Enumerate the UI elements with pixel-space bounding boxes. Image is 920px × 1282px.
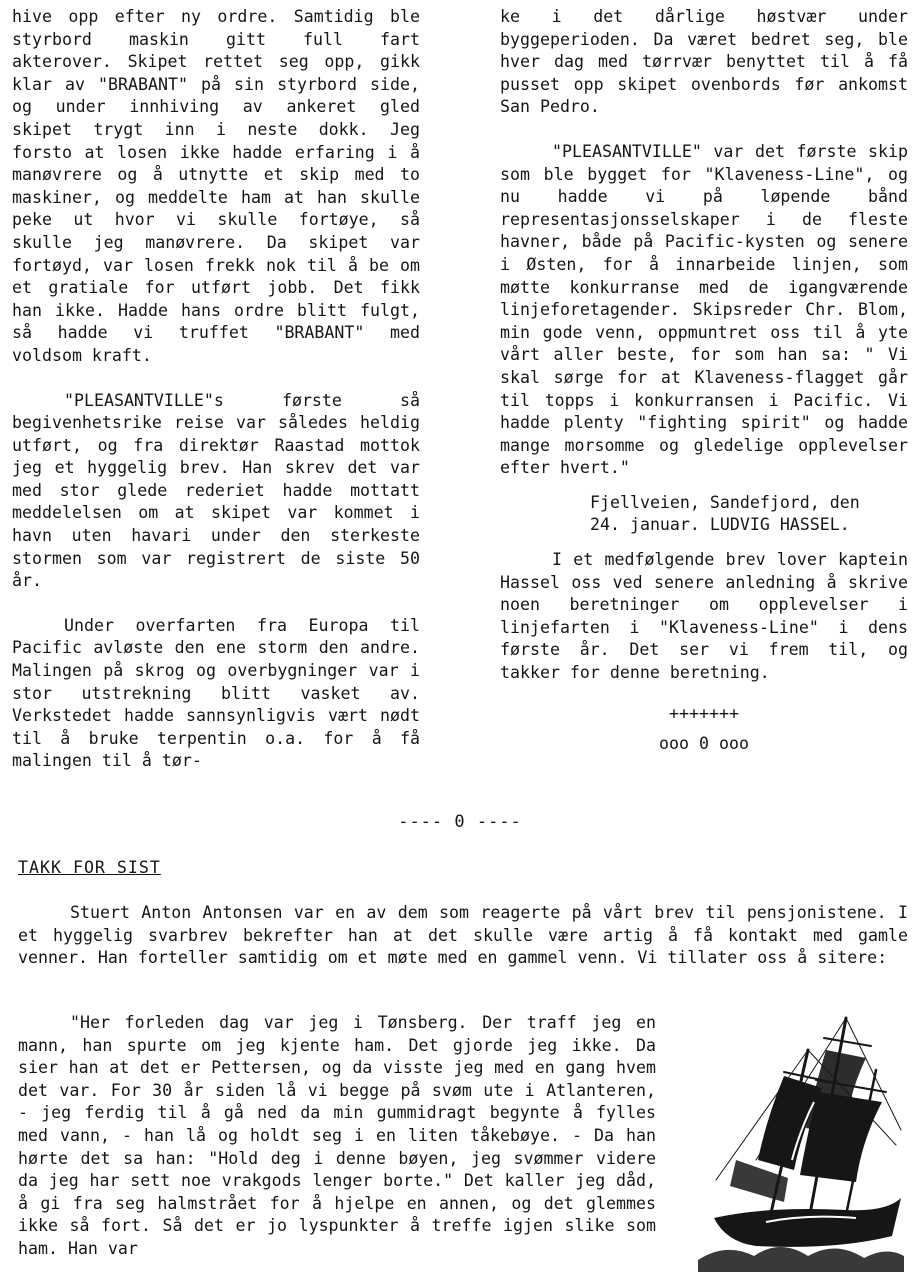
right-paragraph-2: "PLEASANTVILLE" var det første skip som ble bygget for "Klaveness-Line", og nu hadde vi på løpende bånd representasjonsselskaper i de fleste havner, både på Pacific-kysten og senere i Østen, for å innarbeide linjen, som møtte konkurranse med de igangværende linjeforetagender. Skipsreder Chr. Blom, min gode venn, oppmuntret oss til å yte vårt aller beste, for som han sa: " Vi skal sørge for at Klaveness-flagget går til topps i konkurransen i Pacific. Vi hadde plenty "fighting spirit" og hadde mange morsomme og gledelige opplevelser efter hvert."	[500, 141, 908, 478]
left-paragraph-1: hive opp efter ny ordre. Samtidig ble styrbord maskin gitt full fart akterover. Skipet rettet seg opp, gikk klar av "BRABANT" på sin styrbord side, og under innhiving av ankeret gled skipet trygt inn i neste dokk. Jeg forsto at losen ikke hadde erfaring i å manøvrere og å utnytte et skip med to maskiner, og meddelte ham at han skulle peke ut hvor vi skulle fortøye, så skulle jeg manøvrere. Da skipet var fortøyd, var losen frekk nok til å be om et gratiale for utført jobb. Det fikk han ikke. Hadde hans ordre blitt fulgt, så hadde vi truffet "BRABANT" med voldsom kraft.	[12, 7, 420, 365]
signature-place-date: Fjellveien, Sandefjord, den	[590, 492, 860, 512]
plus-mark-line: +++++++	[669, 703, 739, 723]
right-paragraph-1: ke i det dårlige høstvær under byggeperioden. Da været bedret seg, ble hver dag med tørrvær benyttet til å få pusset opp skipet ovenbords før ankomst San Pedro.	[500, 7, 908, 117]
section-divider: ---- 0 ----	[398, 812, 522, 832]
sailing-ship-icon	[696, 1010, 906, 1272]
right-column	[500, 6, 908, 759]
left-paragraph-3: Under overfarten fra Europa til Pacific avløste den ene storm den andre. Malingen på skrog og overbygninger var i stor utstrekning blitt vasket av. Verkstedet hadde sannsynligvis vært nødt til å bruke terpentin o.a. for å få malingen til å tør-	[12, 615, 420, 771]
right-paragraph-3: I et medfølgende brev lover kaptein Hassel oss ved senere anledning å skrive noen beretninger om opplevelser i linjefarten i "Klaveness-Line" i dens første år. Det ser vi frem til, og takker for denne beretning.	[500, 550, 908, 683]
signature	[500, 492, 908, 537]
section-quote: "Her forleden dag var jeg i Tønsberg. Der traff jeg en mann, han spurte om jeg kjente ham. Det gjorde jeg ikke. Da sier han at det er Pettersen, og da visste jeg med en gang hvem det var. For 30 år siden lå vi begge på svøm ute i Atlanteren, - jeg ferdig til å gå ned da min gummidragt begynte å fylles med vann, - han lå og holdt seg i en liten tåkebøye. - Da han hørte det sa han: "Hold deg i denne bøyen, jeg svømmer videre da jeg har sett noe vrakgods lenger borte." Det kaller jeg dåd, å gi fra seg halmstrået for å hjelpe en annen, og det glemmes ikke så fort. Så det er jo lyspunkter å treffe igjen slike som ham. Han var	[18, 1013, 656, 1258]
left-column	[12, 6, 420, 773]
left-paragraph-2: "PLEASANTVILLE"s første så begivenhetsrike reise var således heldig utført, og fra direktør Raastad mottok jeg et hyggelig brev. Han skrev det var med stor glede rederiet hadde mottatt meddelelsen om at skipet var kommet i havn uten havari under den sterkeste stormen som var registrert de siste 50 år.	[12, 390, 420, 591]
circle-mark-line: ooo 0 ooo	[659, 733, 749, 753]
section-intro: Stuert Anton Antonsen var en av dem som reagerte på vårt brev til pensjonistene. I et hyggelig svarbrev bekrefter han at det skulle være artig å få kontakt med gamle venner. Han forteller samtidig om et møte med en gammel venn. Vi tillater oss å sitere:	[18, 903, 908, 968]
section-title: TAKK FOR SIST	[18, 858, 161, 877]
end-marks	[500, 699, 908, 759]
signature-name: 24. januar. LUDVIG HASSEL.	[590, 515, 850, 535]
